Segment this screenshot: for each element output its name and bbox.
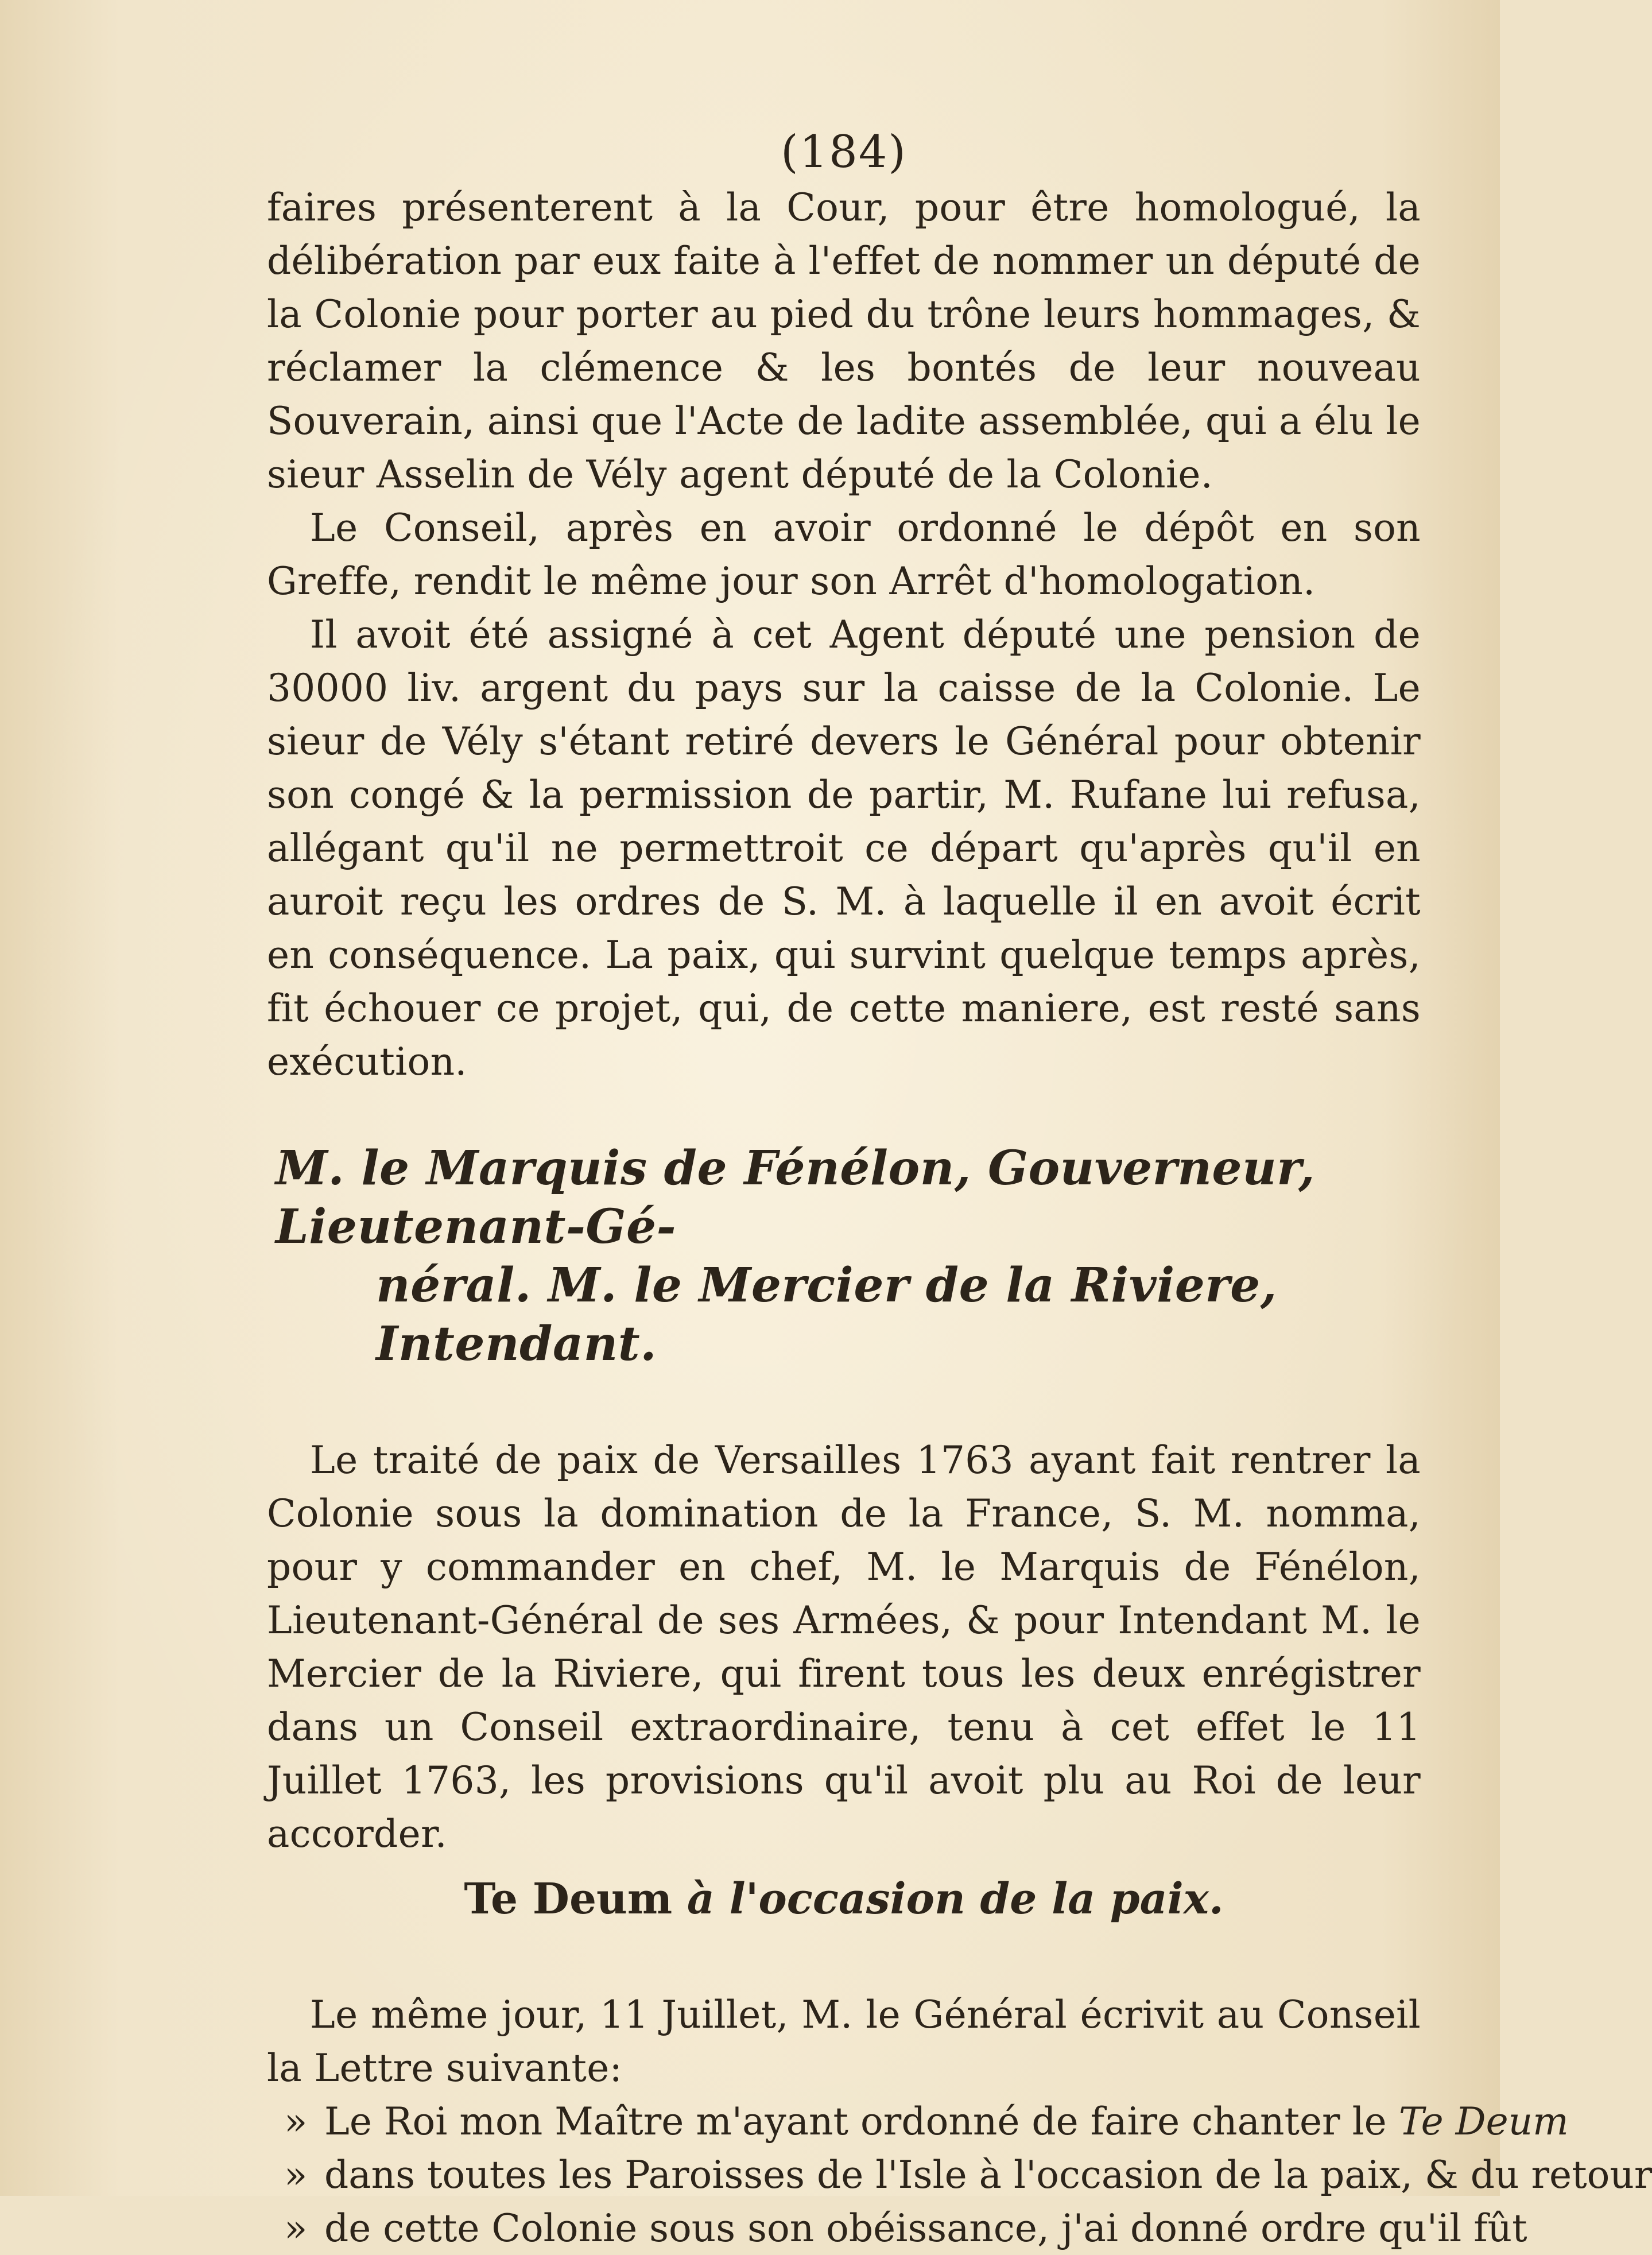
quote-mark: » xyxy=(284,2153,308,2197)
paragraph-letter-intro: Le même jour, 11 Juillet, M. le Général écrivit au Conseil la Lettre suivante: xyxy=(267,1993,1421,2090)
quoted-letter xyxy=(267,2095,1652,2255)
subheading-italic: à l'occasion de la paix. xyxy=(687,1874,1224,1924)
quote-mark: » xyxy=(284,2099,308,2144)
text-column xyxy=(267,123,1652,2255)
paragraph-conseil-homologation: Le Conseil, après en avoir ordonné le dépôt en son Greffe, rendit le même jour son Arrêt d'homologation. xyxy=(267,506,1421,603)
quote-line-2 xyxy=(267,2148,1652,2202)
section-heading-line-2: néral. M. le Mercier de la Riviere, Intendant. xyxy=(376,1258,1277,1371)
quote-text: dans toutes les Paroisses de l'Isle à l'occasion de la paix, & du retour xyxy=(324,2153,1652,2197)
page-number: (184) xyxy=(781,126,907,178)
quote-text: de cette Colonie sous son obéissance, j'ai donné ordre qu'il fût xyxy=(324,2206,1527,2250)
subheading-te-deum xyxy=(267,1867,1421,1931)
quote-italic-text: Te Deum xyxy=(1398,2099,1569,2144)
quote-line-1 xyxy=(267,2095,1569,2148)
quote-mark: » xyxy=(284,2206,308,2250)
spacer xyxy=(267,1088,1421,1139)
quote-text: Le Roi mon Maître m'ayant ordonné de faire chanter le xyxy=(324,2099,1399,2144)
spacer xyxy=(267,1931,1421,1988)
section-heading xyxy=(267,1139,1421,1373)
paragraph-continuation: faires présenterent à la Cour, pour être homologué, la délibération par eux faite à l'effet de nommer un député de la Colonie pour porter au pied du trône leurs hommages, & réclamer la clémence & les bontés de leur nouveau Souverain, ainsi que l'Acte de ladite assemblée, qui a élu le sieur Asselin de Vély agent député de la Colonie. xyxy=(267,185,1421,497)
quote-line-3 xyxy=(267,2202,1527,2255)
paragraph-traite-versailles: Le traité de paix de Versailles 1763 ayant fait rentrer la Colonie sous la domination de la France, S. M. nomma, pour y commander en chef, M. le Marquis de Fénélon, Lieutenant-Général de ses Armées, & pour Intendant M. le Mercier de la Riviere, qui firent tous les deux enrégistrer dans un Conseil extraordinaire, tenu à cet effet le 11 Juillet 1763, les provisions qu'il avoit plu au Roi de leur accorder. xyxy=(267,1438,1421,1856)
section-heading-line-1: M. le Marquis de Fénélon, Gouverneur, Lieutenant-Gé- xyxy=(276,1141,1316,1254)
spacer xyxy=(267,1373,1421,1433)
paragraph-agent-pension: Il avoit été assigné à cet Agent député une pension de 30000 liv. argent du pays sur la caisse de la Colonie. Le sieur de Vély s'étant retiré devers le Général pour obtenir son congé & la permission de partir, M. Rufane lui refusa, allégant qu'il ne permettroit ce départ qu'après qu'il en auroit reçu les ordres de S. M. à laquelle il en avoit écrit en conséquence. La paix, qui survint quelque temps après, fit échouer ce projet, qui, de cette maniere, est resté sans exécution. xyxy=(267,613,1421,1084)
subheading-roman: Te Deum xyxy=(464,1874,673,1924)
